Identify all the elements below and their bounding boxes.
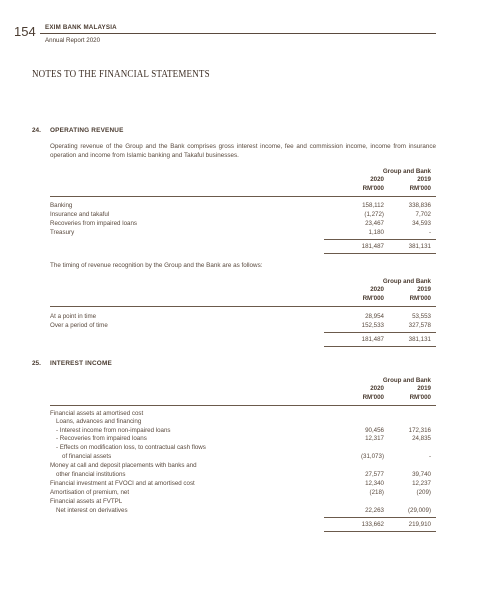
table3-line-label: - Effects on modification loss, to contractual cash flows — [56, 444, 206, 451]
table3-value-2020: 12,340 — [365, 480, 384, 487]
table1-year-2019: 2019 — [417, 176, 431, 183]
note-25-title: INTEREST INCOME — [50, 360, 112, 367]
table1-header-rule — [50, 196, 436, 197]
table3-value-2020: 90,456 — [365, 427, 384, 434]
table2-row-label: At a point in time — [50, 313, 97, 320]
table3-line-label: other financial institutions — [56, 471, 126, 478]
table1-row-value-2020: (1,272) — [364, 211, 384, 218]
table3-value-2020: 27,577 — [365, 471, 384, 478]
table3-value-2020: (218) — [369, 489, 384, 496]
table1-row-value-2019: 34,593 — [412, 220, 431, 227]
note-24-intro: Operating revenue of the Group and the Bank comprises gross interest income, fee and commission income, income from insurance operation and income from Islamic banking and Takaful businesses. — [50, 143, 436, 159]
table1-group-heading: Group and Bank — [382, 168, 431, 175]
table3-header-rule — [50, 405, 436, 406]
table3-line-label: Financial assets at FVTPL — [50, 498, 123, 505]
table3-line-label: Net interest on derivatives — [56, 507, 128, 514]
table1-total-2020: 181,487 — [361, 243, 384, 250]
table1-row-label: Banking — [50, 202, 73, 209]
table3-line-label: - Recoveries from impaired loans — [56, 435, 147, 442]
table2-unit-2020: RM'000 — [362, 295, 384, 302]
table3-total-rule-top — [324, 517, 436, 518]
table2-row-label: Over a period of time — [50, 322, 108, 329]
table3-total-rule-bottom — [324, 531, 436, 532]
table2-row-value-2019: 53,553 — [412, 313, 431, 320]
table3-value-2019: (29,009) — [407, 507, 431, 514]
table1-year-2020: 2020 — [370, 176, 384, 183]
table1-row-value-2019: - — [428, 229, 431, 236]
table2-row-value-2020: 28,954 — [365, 313, 384, 320]
table2-total-rule-top — [324, 332, 436, 333]
timing-text: The timing of revenue recognition by the Group and the Bank are as follows: — [50, 262, 263, 269]
table1-row-value-2020: 158,112 — [362, 202, 384, 209]
table3-value-2019: - — [428, 453, 431, 460]
table2-total-2020: 181,487 — [361, 336, 384, 343]
table3-total-2019: 219,910 — [408, 521, 431, 528]
table3-value-2020: 22,263 — [365, 507, 384, 514]
table2-year-2020: 2020 — [370, 286, 384, 293]
report-title: Annual Report 2020 — [45, 37, 101, 44]
table3-line-label: - Interest income from non-impaired loans — [56, 427, 171, 434]
table1-row-value-2019: 338,836 — [408, 202, 431, 209]
note-25-number: 25. — [32, 360, 41, 367]
table2-total-rule-bottom — [324, 346, 436, 347]
table2-total-2019: 381,131 — [408, 336, 431, 343]
table3-value-2019: 39,740 — [412, 471, 431, 478]
table1-row-value-2020: 23,467 — [365, 220, 384, 227]
table3-value-2020: (31,073) — [360, 453, 384, 460]
note-24-number: 24. — [32, 127, 41, 134]
table3-value-2020: 12,317 — [365, 435, 384, 442]
table1-unit-2020: RM'000 — [362, 185, 384, 192]
table1-row-label: Treasury — [50, 229, 75, 236]
table1-row-label: Insurance and takaful — [50, 211, 110, 218]
table2-unit-2019: RM'000 — [409, 295, 431, 302]
table3-unit-2020: RM'000 — [362, 394, 384, 401]
table3-year-2019: 2019 — [417, 385, 431, 392]
header-divider — [40, 33, 436, 34]
table2-group-heading: Group and Bank — [382, 278, 431, 285]
table3-line-label: Money at call and deposit placements with banks and — [50, 462, 197, 469]
table3-unit-2019: RM'000 — [409, 394, 431, 401]
table3-line-label: Amortisation of premium, net — [50, 489, 130, 496]
company-name: EXIM BANK MALAYSIA — [45, 24, 117, 31]
page-number: 154 — [14, 24, 36, 39]
table1-row-label: Recoveries from impaired loans — [50, 220, 138, 227]
table1-total-rule-bottom — [324, 253, 436, 254]
table1-row-value-2020: 1,180 — [368, 229, 384, 236]
table3-line-label: Financial investment at FVOCI and at amortised cost — [50, 480, 195, 487]
note-24-title: OPERATING REVENUE — [50, 127, 124, 134]
table2-row-value-2019: 327,578 — [408, 322, 431, 329]
table3-total-2020: 133,662 — [361, 521, 384, 528]
table3-line-label: Financial assets at amortised cost — [50, 410, 144, 417]
table2-header-rule — [50, 306, 436, 307]
table1-total-2019: 381,131 — [408, 243, 431, 250]
table1-total-rule-top — [324, 239, 436, 240]
table3-value-2019: 24,835 — [412, 435, 431, 442]
table3-line-label: Loans, advances and financing — [56, 418, 142, 425]
table2-row-value-2020: 152,533 — [361, 322, 384, 329]
table3-group-heading: Group and Bank — [382, 377, 431, 384]
table3-line-label: of financial assets — [62, 453, 112, 460]
table2-year-2019: 2019 — [417, 286, 431, 293]
table3-value-2019: (209) — [416, 489, 431, 496]
table3-year-2020: 2020 — [370, 385, 384, 392]
table1-unit-2019: RM'000 — [409, 185, 431, 192]
table1-row-value-2019: 7,702 — [415, 211, 431, 218]
table3-value-2019: 172,316 — [408, 427, 431, 434]
table3-value-2019: 12,237 — [412, 480, 431, 487]
section-title: NOTES TO THE FINANCIAL STATEMENTS — [32, 68, 210, 80]
